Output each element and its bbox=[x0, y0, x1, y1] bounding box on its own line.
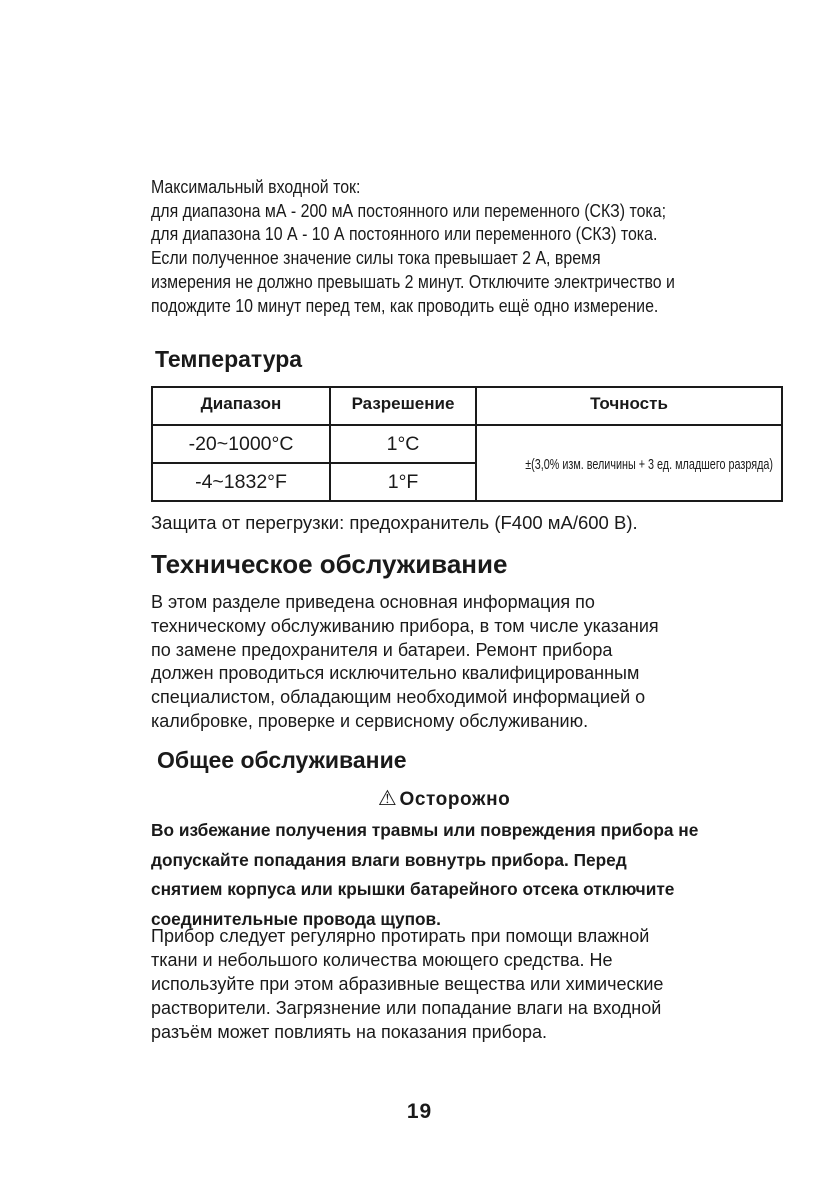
maintenance-line: по замене предохранителя и батареи. Ремонт прибора bbox=[151, 639, 613, 660]
intro-line: Если полученное значение силы тока превышает 2 А, время bbox=[151, 247, 601, 269]
warning-line: допускайте попадания влаги вовнутрь прибора. Перед bbox=[151, 849, 627, 870]
cell-accuracy bbox=[476, 425, 782, 501]
cell-resolution: 1°F bbox=[330, 463, 476, 501]
page-number: 19 bbox=[406, 1100, 433, 1123]
maintenance-line: специалистом, обладающим необходимой информацией о bbox=[151, 687, 646, 708]
warning-triangle-icon: ⚠ bbox=[378, 787, 398, 810]
intro-line: измерения не должно превышать 2 минут. Отключите электричество и bbox=[151, 270, 675, 292]
general-line: используйте при этом абразивные вещества или химические bbox=[151, 974, 664, 994]
warning-line: Во избежание получения травмы или повреждения прибора не bbox=[151, 820, 699, 840]
intro-line: подождите 10 минут перед тем, как проводить ещё одно измерение. bbox=[151, 294, 659, 316]
accuracy-text: ±(3,0% изм. величины + 3 ед. младшего разряда) bbox=[525, 455, 774, 473]
cell-range: -20~1000°C bbox=[152, 425, 330, 463]
warning-line: соединительные провода щупов. bbox=[151, 908, 441, 929]
general-line: разъём может повлиять на показания прибора. bbox=[151, 1022, 547, 1042]
maintenance-line: техническому обслуживанию прибора, в том числе указания bbox=[151, 615, 659, 636]
caution-heading bbox=[378, 786, 510, 811]
temperature-heading: Температура bbox=[155, 346, 303, 372]
table-header-row bbox=[152, 387, 782, 425]
warning-text bbox=[151, 816, 698, 934]
intro-line: для диапазона мА - 200 мА постоянного или переменного (СКЗ) тока; bbox=[151, 199, 667, 221]
maintenance-line: должен проводиться исключительно квалифицированным bbox=[151, 663, 640, 684]
intro-line: Максимальный входной ток: bbox=[151, 176, 361, 197]
maintenance-heading: Техническое обслуживание bbox=[151, 549, 508, 579]
intro-line: для диапазона 10 А - 10 А постоянного или переменного (СКЗ) тока. bbox=[151, 223, 658, 245]
temperature-spec-table bbox=[151, 386, 783, 502]
maintenance-paragraph bbox=[151, 591, 659, 734]
caution-label: Осторожно bbox=[399, 789, 511, 810]
header-range: Диапазон bbox=[152, 387, 330, 425]
intro-paragraph bbox=[151, 175, 760, 317]
header-accuracy: Точность bbox=[476, 387, 782, 425]
header-resolution: Разрешение bbox=[330, 387, 476, 425]
general-maintenance-heading: Общее обслуживание bbox=[157, 747, 407, 773]
overload-protection-text: Защита от перегрузки: предохранитель (F400 мА/600 В). bbox=[151, 512, 638, 533]
maintenance-line: В этом разделе приведена основная информация по bbox=[151, 592, 595, 612]
maintenance-line: калибровке, проверке и сервисному обслуживанию. bbox=[151, 710, 589, 731]
cell-range: -4~1832°F bbox=[152, 463, 330, 501]
table-row bbox=[152, 425, 782, 463]
general-line: ткани и небольшого количества моющего средства. Не bbox=[151, 950, 613, 970]
warning-line: снятием корпуса или крышки батарейного отсека отключите bbox=[151, 879, 675, 899]
cell-resolution: 1°C bbox=[330, 425, 476, 463]
general-maintenance-paragraph bbox=[151, 924, 663, 1044]
general-line: Прибор следует регулярно протирать при помощи влажной bbox=[151, 926, 650, 946]
general-line: растворители. Загрязнение или попадание влаги на входной bbox=[151, 998, 662, 1018]
